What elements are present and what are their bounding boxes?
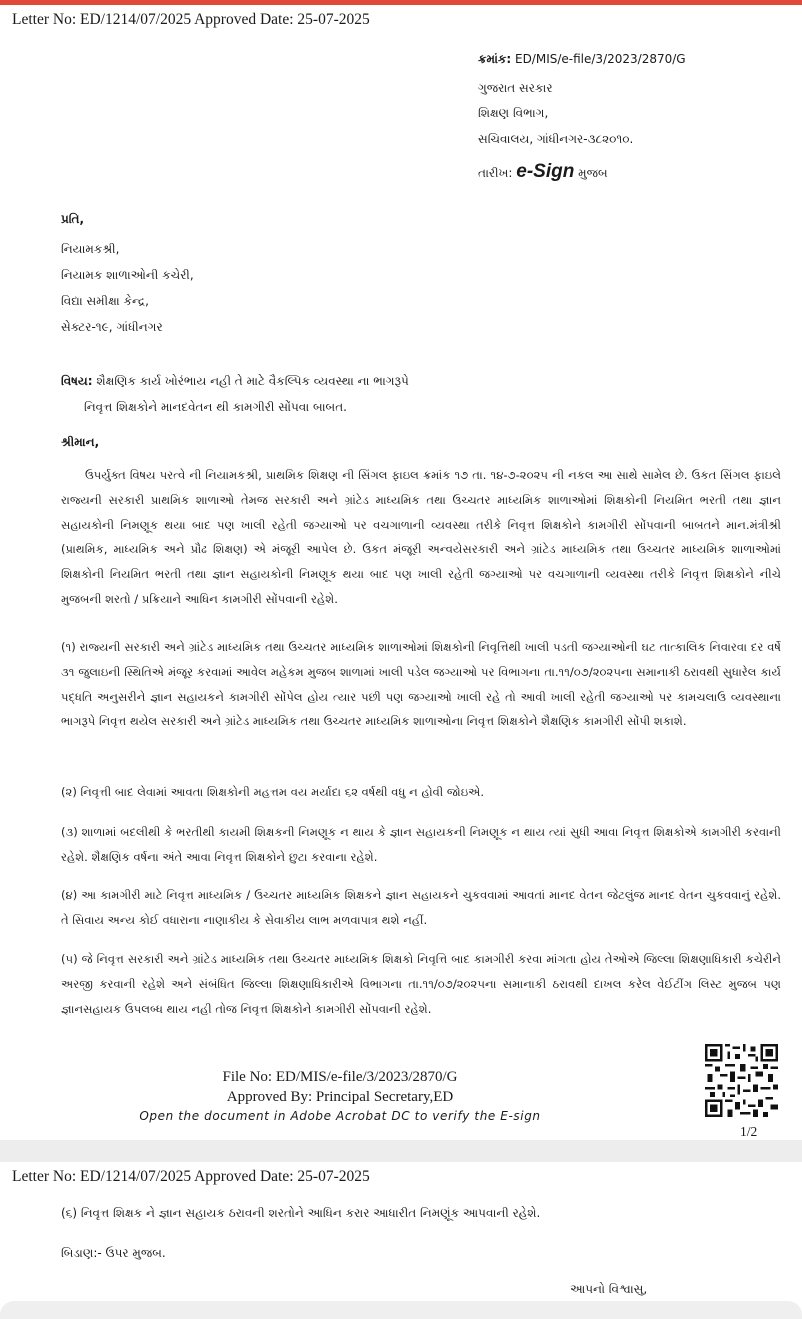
reference-number — [478, 52, 686, 67]
footer-verify-note: Open the document in Adobe Acrobat DC to verify the E-sign — [139, 1109, 541, 1123]
enclosure-note: બિડાણ:- ઉપર મુજબ. — [61, 1246, 166, 1260]
page-separator — [0, 1140, 802, 1162]
recipient-prati: પ્રતિ, — [61, 212, 85, 226]
point-5: (૫) જે નિવૃત્ત સરકારી અને ગ્રાંટેડ માધ્યમિક તથા ઉચ્ચતર માધ્યમિક શિક્ષકો નિવૃત્તિ બાદ કામગીરી કરવા માંગતા હોય તેઓએ જિલ્લા શિક્ષણાધિકારી કચેરીને અરજી કરવાની રહેશે અને સંબંધિત જિલ્લા શિક્ષણાધિકારીએ વિભાગના તા.૧૧/૦૭/૨૦૨૫ના સમાનાકી ઠરાવથી દાખલ કરેલ વેઈટીંગ લિસ્ટ મુજબ પણ જ્ઞાનસહાયક ઉપલબ્ધ થાય નહી તોજ નિવૃત્ત શિક્ષકોને કામગીરી સોંપવાની રહેશે. — [61, 952, 781, 1016]
page-number: 1/2 — [740, 1124, 758, 1139]
closing-line: આપનો વિશ્વાસુ, — [570, 1282, 648, 1296]
issuer-line-2: શિક્ષણ વિભાગ, — [478, 106, 549, 120]
issuer-line-3: સચિવાલય, ગાંધીનગર-૩૮૨૦૧૦. — [478, 132, 634, 146]
point-2: (૨) નિવૃત્તી બાદ લેવામાં આવતા શિક્ષકોની મહત્તમ વય મર્યાદા ૬૨ વર્ષથી વધુ ન હોવી જોઇએ. — [61, 785, 485, 799]
esign-text: e-Sign — [516, 161, 575, 182]
footer-approved-by: Approved By: Principal Secretary,ED — [226, 1089, 454, 1105]
bottom-overlay — [0, 1301, 802, 1319]
recipient-line-2: નિયામક શાળાઓની કચેરી, — [61, 268, 194, 282]
kramank-label: ક્રમાંક: — [478, 52, 512, 66]
date-label: તારીખ: — [478, 166, 513, 180]
document-page-1 — [0, 5, 802, 1140]
subject-line-1 — [61, 374, 409, 389]
document-page-2 — [0, 1162, 802, 1319]
recipient-line-1: નિયામકશ્રી, — [61, 242, 120, 256]
recipient-line-3: વિદ્યા સમીક્ષા કેન્દ્ર, — [61, 294, 149, 308]
subject-line-2: નિવૃત્ત શિક્ષકોને માનદવેતન થી કામગીરી સોંપવા બાબત. — [84, 400, 347, 414]
point-1: (૧) રાજ્યની સરકારી અને ગ્રાંટેડ માધ્યમિક તથા ઉચ્ચતર માધ્યમિક શાળાઓમાં શિક્ષકોની નિવૃત્તિથી ખાલી પડતી જગ્યાઓની ઘટ તાત્કાલિક નિવારવા દર વર્ષે ૩૧ જુલાઇની સ્થિતિએ મંજૂર કરવામાં આવેલ મહેકમ મુજબ શાળામાં ખાલી પડેલ જગ્યાઓ પર વિભાગના તા.૧૧/૦૭/૨૦૨૫ના સમાનાકી ઠરાવથી સુધારેલ કાર્ય પદ્ધતિ અનુસરીને જ્ઞાન સહાયકને કામગીરી સોંપેલ હોય ત્યાર પછી પણ જગ્યાઓ ખાલી રહે તો આવી ખાલી રહેતી જગ્યાઓ પર કામચલાઉ વ્યવસ્થાના ભાગરૂપે નિવૃત્ત થયેલ સરકારી અને ગ્રાંટેડ માધ્યમિક તથા ઉચ્ચતર માધ્યમિક શાળાઓના નિવૃત્ત શિક્ષકોને શૈક્ષણિક કામગીરી સોંપી શકાશે. — [61, 640, 781, 729]
kramank-value: ED/MIS/e-file/3/2023/2870/G — [514, 52, 686, 66]
qr-code-icon — [705, 1044, 778, 1117]
letter-header: Letter No: ED/1214/07/2025 Approved Date: 25-07-2025 — [12, 11, 370, 28]
point-4: (૪) આ કામગીરી માટે નિવૃત્ત માધ્યમિક / ઉચ્ચતર માધ્યમિક શિક્ષકને જ્ઞાન સહાયકને ચુકવવામાં આવતાં માનદ વેતન જેટલુંજ માનદ વેતન ચુકવવાનું રહેશે. તે સિવાય અન્ય કોઈ વધારાના નાણાકીય કે સેવાકીય લાભ મળવાપાત્ર થશે નહીં. — [61, 888, 781, 927]
issuer-line-1: ગુજરાત સરકાર — [478, 81, 553, 95]
footer-file-no: File No: ED/MIS/e-file/3/2023/2870/G — [222, 1069, 458, 1085]
letter-header-page-2: Letter No: ED/1214/07/2025 Approved Date: 25-07-2025 — [12, 1168, 370, 1185]
date-line — [478, 161, 608, 183]
subject-text-1: શૈક્ષણિક કાર્ય ખોરંભાય નહી તે માટે વૈકલ્પિક વ્યવસ્થા ના ભાગરૂપે — [96, 374, 409, 388]
subject-label: વિષય: — [61, 374, 93, 388]
salutation: શ્રીમાન, — [61, 435, 100, 449]
date-suffix: મુજબ — [578, 166, 608, 180]
point-3: (૩) શાળામાં બદલીથી કે ભરતીથી કાયમી શિક્ષકની નિમણૂક ન થાય કે જ્ઞાન સહાયકની નિમણૂક ન થાય ત્યાં સુધી આવા નિવૃત્ત શિક્ષકોએ કામગીરી કરવાની રહેશે. શૈક્ષણિક વર્ષના અંતે આવા નિવૃત્ત શિક્ષકોને છુટા કરવાના રહેશે. — [61, 825, 781, 864]
recipient-line-4: સેક્ટર-૧૯, ગાંધીનગર — [61, 320, 163, 334]
body-intro-paragraph: ઉપર્યુક્ત વિષય પરત્વે ની નિયામકશ્રી, પ્રાથમિક શિક્ષણ ની સિંગલ ફાઇલ ક્રમાંક ૧૭ તા. ૧૪-૭-૨૦૨૫ ની નકલ આ સાથે સામેલ છે. ઉકત સિંગલ ફાઇલે રાજ્યની સરકારી પ્રાથમિક શાળાઓ તેમજ સરકારી અને ગ્રાંટેડ માધ્યમિક તથા ઉચ્ચતર માધ્યમિક શાળાઓમાં શિક્ષકોની નિયમિત ભરતી તથા જ્ઞાન સહાયકોની નિમણૂક થયા બાદ પણ ખાલી રહેતી જગ્યાઓ પર વચગાળાની વ્યવસ્થા તરીકે નિવૃત્ત શિક્ષકોને કામગીરી સોંપવાની બાબતને માન.મંત્રીશ્રી (પ્રાથમિક, માધ્યમિક અને પ્રૌઢ શિક્ષણ) એ મંજૂરી આપેલ છે. ઉકત મંજૂરી અન્વયેસરકારી અને ગ્રાંટેડ માધ્યમિક તથા ઉચ્ચતર માધ્યમિક શાળાઓમાં શિક્ષકોની નિયમિત ભરતી તથા જ્ઞાન સહાયકોની નિમણૂક થયા બાદ પણ ખાલી રહેતી જગ્યાઓ પર વચગાળાની વ્યવસ્થા તરીકે નિવૃત્ત શિક્ષકોને નીચે મુજબની શરતો / પ્રક્રિયાને આધિન કામગીરી સોંપવાની રહેશે. — [61, 468, 781, 606]
point-6: (૬) નિવૃત્ત શિક્ષક ને જ્ઞાન સહાયક ઠરાવની શરતોને આધિન કરાર આધારીત નિમણૂંક આપવાની રહેશે. — [61, 1206, 541, 1220]
